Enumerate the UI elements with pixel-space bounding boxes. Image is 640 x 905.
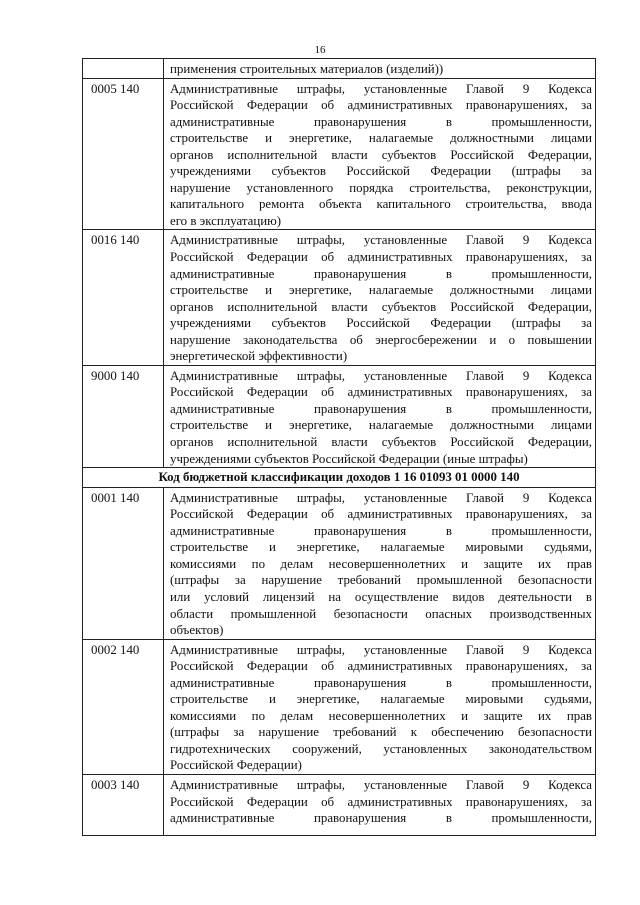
revenue-description: [164, 59, 596, 79]
page-number: 16: [314, 44, 326, 56]
description-line: Административные штрафы, установленные Главой 9 Кодекса: [170, 777, 592, 792]
revenue-code: [83, 59, 164, 79]
section-heading: Код бюджетной классификации доходов 1 16 01093 01 0000 140: [83, 468, 596, 488]
table-row: [83, 487, 596, 639]
revenue-description: [164, 230, 596, 365]
description-line: применения строительных материалов (изделий)): [170, 62, 444, 76]
description-line: Российской Федерации об административных правонарушениях, за: [170, 250, 592, 265]
page-cutoff-spacer: [170, 827, 592, 835]
description-line: Административные штрафы, установленные Главой 9 Кодекса: [170, 368, 592, 383]
table-row: [83, 78, 596, 230]
description-line: строительстве и энергетике, налагаемые мировыми судьями,: [170, 692, 592, 707]
description-line: строительстве и энергетике, налагаемые должностными лицами: [170, 283, 592, 298]
description-line: капитального ремонта объекта капитального строительства, ввода: [170, 197, 592, 212]
description-line: административные правонарушения в промышленности,: [170, 811, 592, 826]
description-line: строительстве и энергетике, налагаемые должностными лицами: [170, 418, 592, 433]
description-line: административные правонарушения в промышленности,: [170, 675, 592, 690]
budget-codes-table: [82, 58, 596, 836]
description-line: органов исполнительной власти субъектов Российской Федерации,: [170, 435, 592, 450]
description-line: органов исполнительной власти субъектов Российской Федерации,: [170, 147, 592, 162]
table-body: [83, 59, 596, 836]
description-line: Российской Федерации об административных правонарушениях, за: [170, 794, 592, 809]
description-line: строительстве и энергетике, налагаемые должностными лицами: [170, 131, 592, 146]
revenue-code: 0002 140: [83, 639, 164, 774]
description-line: энергетической эффективности): [170, 349, 348, 364]
description-line: области промышленной безопасности опасных производственных: [170, 606, 592, 621]
description-line: Административные штрафы, установленные Главой 9 Кодекса: [170, 642, 592, 657]
description-line: административные правонарушения в промышленности,: [170, 266, 592, 281]
revenue-description: [164, 487, 596, 639]
revenue-code: 0003 140: [83, 774, 164, 835]
description-line: административные правонарушения в промышленности,: [170, 401, 592, 416]
table-row: [83, 639, 596, 774]
description-line: Административные штрафы, установленные Главой 9 Кодекса: [170, 81, 592, 96]
description-line: Российской Федерации об административных правонарушениях, за: [170, 98, 592, 113]
description-line: его в эксплуатацию): [170, 213, 282, 228]
revenue-description: [164, 365, 596, 467]
description-line: Административные штрафы, установленные Главой 9 Кодекса: [170, 233, 592, 248]
revenue-code: 9000 140: [83, 365, 164, 467]
description-line: учреждениями субъектов Российской Федерации (иные штрафы): [170, 451, 528, 466]
table-row: [83, 230, 596, 365]
description-line: органов исполнительной власти субъектов Российской Федерации,: [170, 299, 592, 314]
description-line: Российской Федерации об административных правонарушениях, за: [170, 659, 592, 674]
section-heading-row: [83, 468, 596, 488]
revenue-code: 0016 140: [83, 230, 164, 365]
table-row: [83, 59, 596, 79]
description-line: Российской Федерации): [170, 758, 302, 773]
revenue-description: [164, 78, 596, 230]
table-row: [83, 774, 596, 835]
description-line: учреждениями субъектов Российской Федерации (штрафы за: [170, 316, 592, 331]
description-line: нарушение установленного порядка строительства, реконструкции,: [170, 180, 592, 195]
description-line: строительстве и энергетике, налагаемые мировыми судьями,: [170, 540, 592, 555]
description-line: гидротехнических сооружений, установленных законодательством: [170, 741, 592, 756]
revenue-description: [164, 639, 596, 774]
description-line: или условий лицензий на осуществление видов деятельности в: [170, 589, 592, 604]
description-line: Российской Федерации об административных правонарушениях, за: [170, 507, 592, 522]
revenue-description: [164, 774, 596, 835]
description-line: комиссиями по делам несовершеннолетних и защите их прав: [170, 556, 592, 571]
description-line: комиссиями по делам несовершеннолетних и защите их прав: [170, 708, 592, 723]
description-line: административные правонарушения в промышленности,: [170, 523, 592, 538]
table-row: [83, 365, 596, 467]
revenue-code: 0005 140: [83, 78, 164, 230]
description-line: Административные штрафы, установленные Главой 9 Кодекса: [170, 490, 592, 505]
description-line: (штрафы за нарушение требований промышленной безопасности: [170, 573, 592, 588]
description-line: нарушение законодательства об энергосбережении и о повышении: [170, 332, 592, 347]
revenue-code: 0001 140: [83, 487, 164, 639]
description-line: Российской Федерации об административных правонарушениях, за: [170, 385, 592, 400]
description-line: учреждениями субъектов Российской Федерации (штрафы за: [170, 164, 592, 179]
description-line: административные правонарушения в промышленности,: [170, 114, 592, 129]
description-line: объектов): [170, 623, 224, 638]
description-line: (штрафы за нарушение требований к обеспечению безопасности: [170, 725, 592, 740]
